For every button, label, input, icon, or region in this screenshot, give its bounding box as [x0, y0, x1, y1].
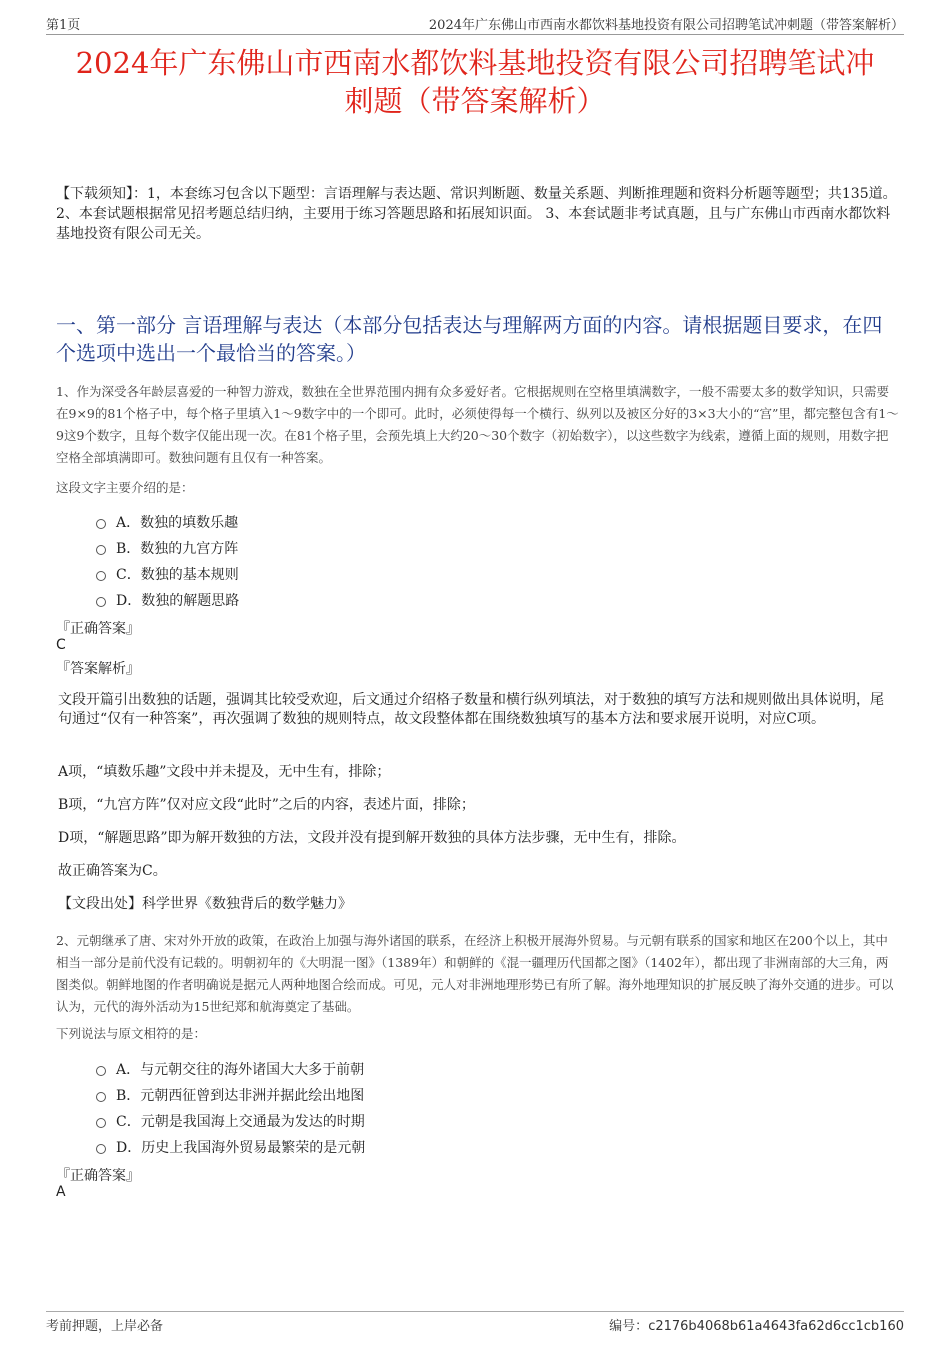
- analysis-paragraph: 文段开篇引出数独的话题，强调其比较受欢迎，后文通过介绍格子数量和横行纵列填法，对于数独的填写方法和规则做出具体说明，尾句通过“仅有一种答案”，再次强调了数独的规则特点，故文段整体都在围绕数独填写的基本方法和要求展开说明，对应C项。: [58, 692, 884, 727]
- option-label: C．数独的基本规则: [116, 567, 239, 583]
- option-a[interactable]: [96, 1056, 365, 1082]
- page-header: [46, 14, 904, 35]
- header-doc-title: 2024年广东佛山市西南水都饮料基地投资有限公司招聘笔试冲刺题（带答案解析）: [428, 18, 904, 33]
- option-label: D．数独的解题思路: [116, 593, 240, 609]
- code-value: c2176b4068b61a4643fa62d6cc1cb160: [648, 1319, 904, 1334]
- radio-icon[interactable]: [96, 597, 106, 607]
- analysis-conclusion: 故正确答案为C。: [58, 863, 167, 879]
- option-label: D．历史上我国海外贸易最繁荣的是元朝: [116, 1140, 366, 1156]
- page-number: 第1页: [46, 18, 81, 33]
- section-title: 一、第一部分 言语理解与表达（本部分包括表达与理解两方面的内容。请根据题目要求，在四个选项中选出一个最恰当的答案。）: [56, 313, 883, 365]
- option-d[interactable]: [96, 587, 239, 613]
- radio-icon[interactable]: [96, 545, 106, 555]
- radio-icon[interactable]: [96, 1066, 106, 1076]
- page-footer: [46, 1311, 904, 1334]
- radio-icon[interactable]: [96, 519, 106, 529]
- analysis-option-b: B项，“九宫方阵”仅对应文段“此时”之后的内容，表述片面，排除；: [58, 797, 475, 813]
- option-label: B．元朝西征曾到达非洲并据此绘出地图: [116, 1088, 365, 1104]
- option-a[interactable]: [96, 509, 239, 535]
- radio-icon[interactable]: [96, 571, 106, 581]
- option-label: A．数独的填数乐趣: [116, 515, 239, 531]
- analysis-option-a: A项，“填数乐趣”文段中并未提及，无中生有，排除；: [58, 764, 391, 780]
- option-b[interactable]: [96, 1082, 365, 1108]
- question-1-options: [96, 509, 239, 613]
- question-2-options: [96, 1056, 365, 1160]
- question-2-text: 2、元朝继承了唐、宋对外开放的政策，在政治上加强与海外诸国的联系，在经济上积极开展海外贸易。与元朝有联系的国家和地区在200个以上，其中相当一部分是前代没有记载的。明朝初年的《大明混一图》（1389年）和朝鲜的《混一疆理历代国都之图》（1402年），都出现了非洲南部的大三角，两图类似。朝鲜地图的作者明确说是据元人两种地图合绘而成。可见，元人对非洲地理形势已有所了解。海外地理知识的扩展反映了海外交通的进步。可以认为，元代的海外活动为15世纪郑和航海奠定了基础。: [56, 933, 894, 1014]
- radio-icon[interactable]: [96, 1144, 106, 1154]
- page-title: [50, 44, 900, 120]
- question-2-stem: 下列说法与原文相符的是：: [56, 1026, 207, 1041]
- option-c[interactable]: [96, 561, 239, 587]
- analysis-label: 『答案解析』: [56, 661, 140, 677]
- question-1-text: 1、作为深受各年龄层喜爱的一种智力游戏，数独在全世界范围内拥有众多爱好者。它根据规则在空格里填满数字，一般不需要太多的数学知识，只需要在9×9的81个格子中，每个格子里填入1～9数字中的一个即可。此时，必须使得每一个横行、纵列以及被区分好的3×3大小的“宫”里，都完整包含有1～9这9个数字，且每个数字仅能出现一次。在81个格子里，会预先填上大约20～30个数字（初始数字），以这些数字为线索，遵循上面的规则，用数字把空格全部填满即可。数独问题有且仅有一种答案。: [56, 384, 899, 465]
- question-1-stem: 这段文字主要介绍的是：: [56, 480, 194, 495]
- option-c[interactable]: [96, 1108, 365, 1134]
- option-b[interactable]: [96, 535, 239, 561]
- analysis-option-d: D项，“解题思路”即为解开数独的方法，文段并没有提到解开数独的具体方法步骤，无中生有，排除。: [58, 830, 686, 846]
- radio-icon[interactable]: [96, 1118, 106, 1128]
- title-line-1: 2024年广东佛山市西南水都饮料基地投资有限公司招聘笔试冲: [75, 46, 875, 80]
- answer-label: 『正确答案』: [56, 621, 140, 637]
- code-label: 编号：: [609, 1319, 649, 1334]
- option-label: B．数独的九宫方阵: [116, 541, 239, 557]
- footer-code: [609, 1315, 904, 1334]
- radio-icon[interactable]: [96, 1092, 106, 1102]
- answer-value: A: [56, 1184, 66, 1200]
- analysis-source: 【文段出处】科学世界《数独背后的数学魅力》: [58, 896, 352, 912]
- answer-value: C: [56, 637, 66, 653]
- option-label: C．元朝是我国海上交通最为发达的时期: [116, 1114, 365, 1130]
- option-label: A．与元朝交往的海外诸国大大多于前朝: [116, 1062, 365, 1078]
- footer-slogan: 考前押题，上岸必备: [46, 1319, 164, 1334]
- option-d[interactable]: [96, 1134, 365, 1160]
- download-notice: 【下载须知】：1，本套练习包含以下题型：言语理解与表达题、常识判断题、数量关系题、判断推理题和资料分析题等题型；共135道。 2、本套试题根据常见招考题总结归纳，主要用于练习答题思路和拓展知识面。 3、本套试题非考试真题，且与广东佛山市西南水都饮料基地投资有限公司无关。: [56, 186, 897, 242]
- title-line-2: 刺题（带答案解析）: [344, 84, 606, 118]
- answer-label: 『正确答案』: [56, 1168, 140, 1184]
